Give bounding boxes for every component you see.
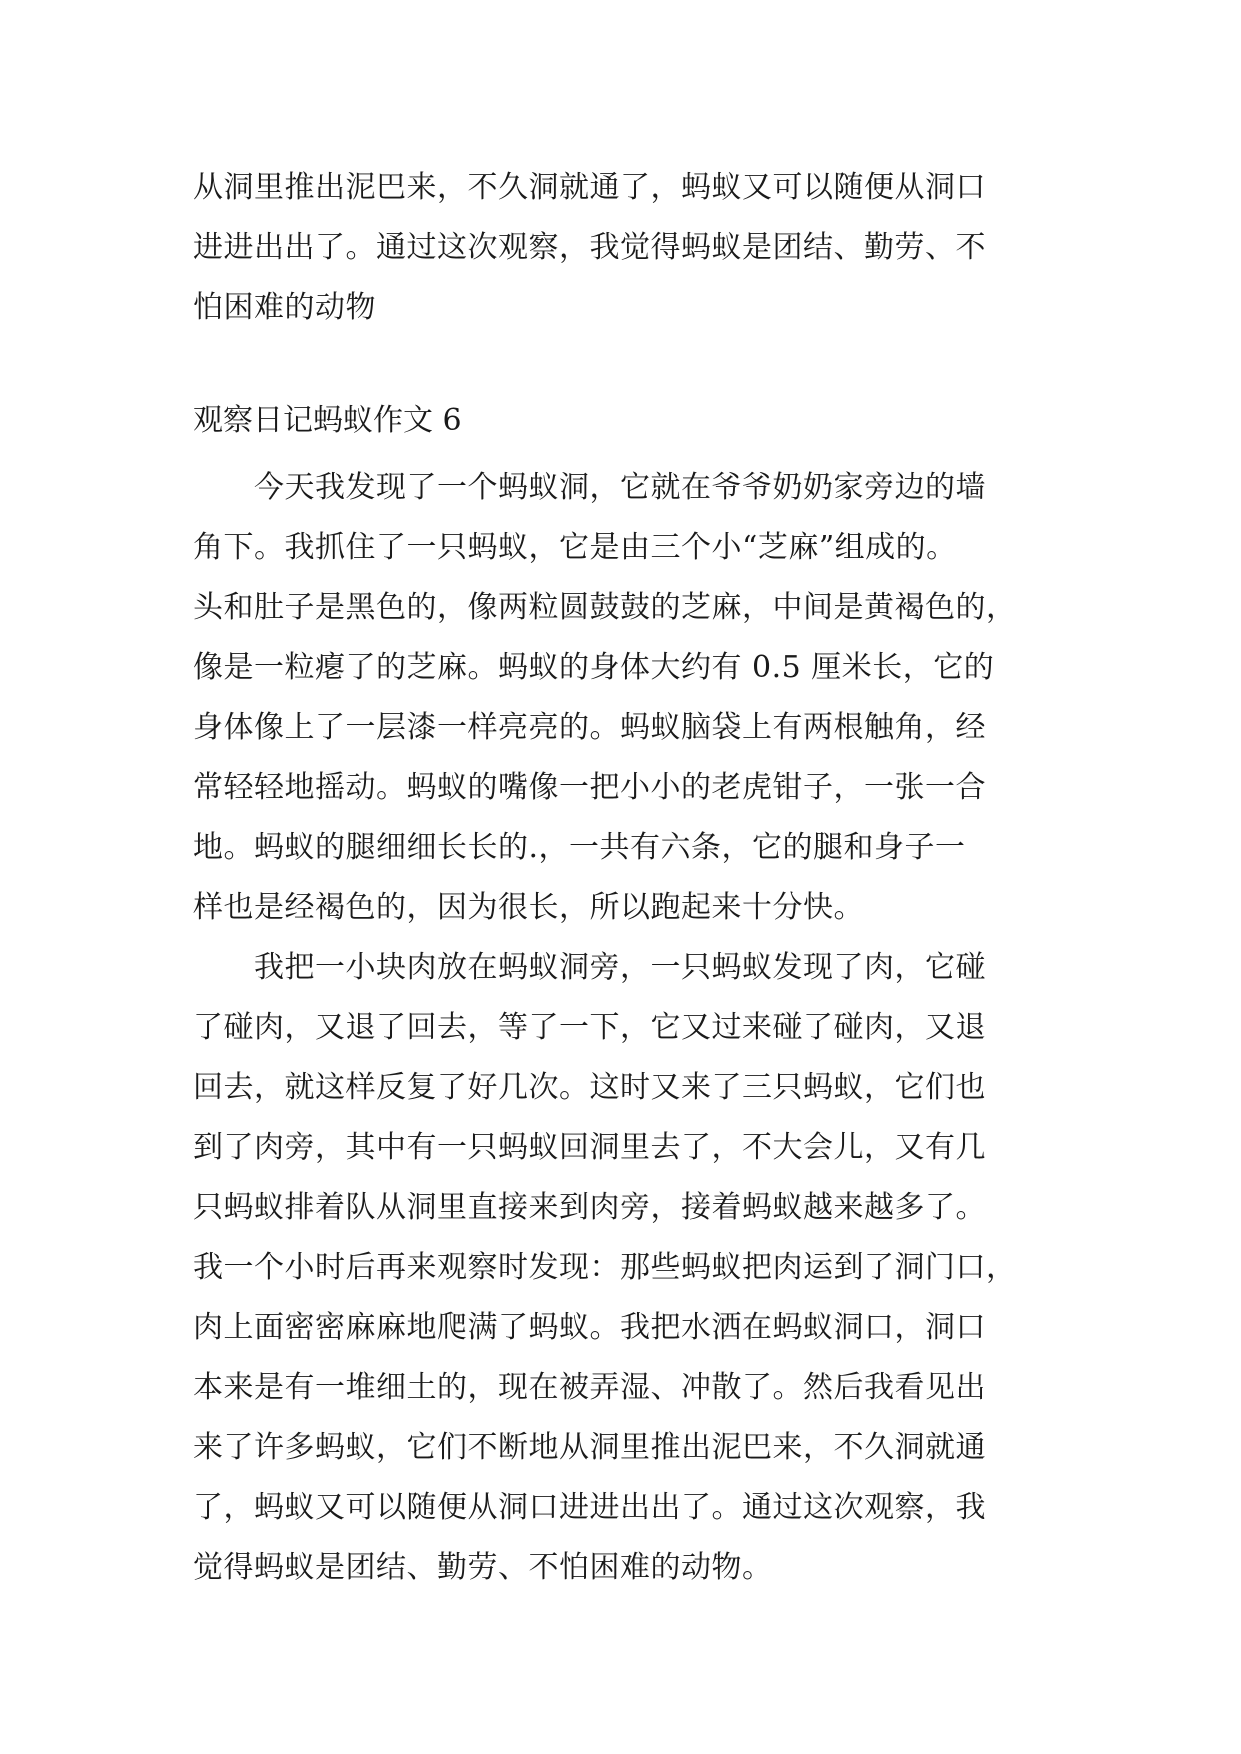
text-line: 像是一粒瘪了的芝麻。蚂蚁的身体大约有 0.5 厘米长，它的 xyxy=(193,650,995,685)
text-line: 从洞里推出泥巴来，不久洞就通了，蚂蚁又可以随便从洞口 xyxy=(193,170,986,205)
section-title: 观察日记蚂蚁作文 6 xyxy=(193,403,462,438)
text-line: 到了肉旁，其中有一只蚂蚁回洞里去了，不大会儿，又有几 xyxy=(193,1130,986,1165)
text-line: 只蚂蚁排着队从洞里直接来到肉旁，接着蚂蚁越来越多了。 xyxy=(193,1190,986,1225)
text-line: 进进出出了。通过这次观察，我觉得蚂蚁是团结、勤劳、不 xyxy=(193,230,986,265)
text-line: 本来是有一堆细土的，现在被弄湿、冲散了。然后我看见出 xyxy=(193,1370,986,1405)
text-line: 常轻轻地摇动。蚂蚁的嘴像一把小小的老虎钳子，一张一合 xyxy=(193,770,986,805)
text-line: 了，蚂蚁又可以随便从洞口进进出出了。通过这次观察，我 xyxy=(193,1490,986,1525)
text-line: 我一个小时后再来观察时发现：那些蚂蚁把肉运到了洞门口， xyxy=(193,1250,1017,1285)
text-line: 肉上面密密麻麻地爬满了蚂蚁。我把水洒在蚂蚁洞口，洞口 xyxy=(193,1310,986,1345)
text-line: 身体像上了一层漆一样亮亮的。蚂蚁脑袋上有两根触角，经 xyxy=(193,710,986,745)
section-body xyxy=(193,458,1053,1598)
text-line: 今天我发现了一个蚂蚁洞，它就在爷爷奶奶家旁边的墙 xyxy=(193,470,986,505)
text-line: 怕困难的动物 xyxy=(193,290,376,325)
section-heading xyxy=(193,395,1053,447)
text-line: 来了许多蚂蚁，它们不断地从洞里推出泥巴来，不久洞就通 xyxy=(193,1430,986,1465)
text-line: 地。蚂蚁的腿细细长长的.，一共有六条，它的腿和身子一 xyxy=(193,830,966,865)
text-line: 头和肚子是黑色的，像两粒圆鼓鼓的芝麻，中间是黄褐色的， xyxy=(193,590,1017,625)
text-line: 觉得蚂蚁是团结、勤劳、不怕困难的动物。 xyxy=(193,1550,773,1585)
text-line: 样也是经褐色的，因为很长，所以跑起来十分快。 xyxy=(193,890,864,925)
continuation-paragraph xyxy=(193,158,1053,338)
text-line: 我把一小块肉放在蚂蚁洞旁，一只蚂蚁发现了肉，它碰 xyxy=(193,950,986,985)
text-line: 回去，就这样反复了好几次。这时又来了三只蚂蚁，它们也 xyxy=(193,1070,986,1105)
text-line: 角下。我抓住了一只蚂蚁，它是由三个小“芝麻”组成的。 xyxy=(193,530,957,565)
text-line: 了碰肉，又退了回去，等了一下，它又过来碰了碰肉，又退 xyxy=(193,1010,986,1045)
